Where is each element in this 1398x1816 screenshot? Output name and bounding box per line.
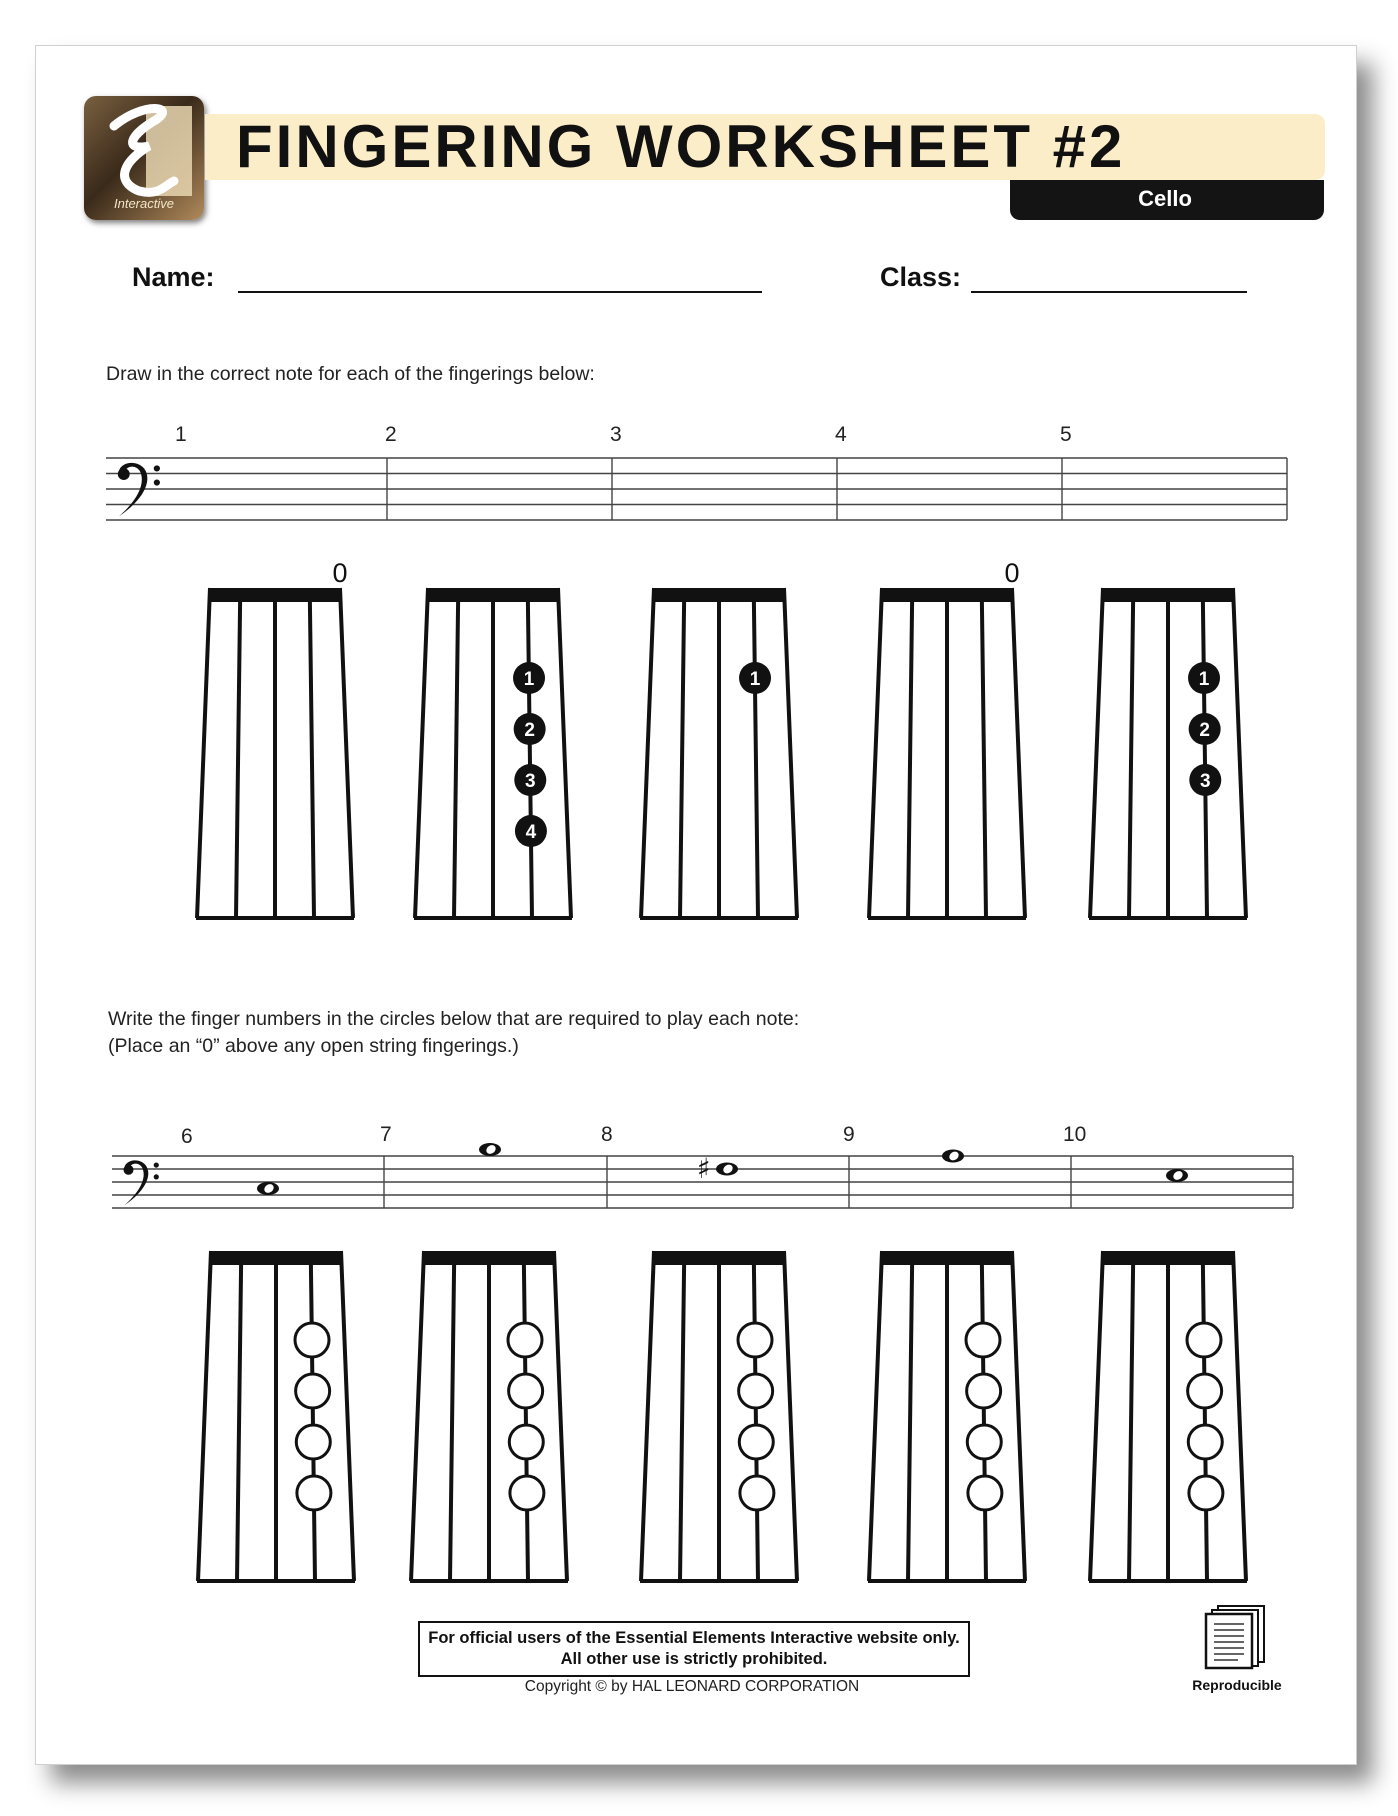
finger-answer-circle[interactable] [1188, 1425, 1222, 1459]
fingerboard-edge [558, 588, 571, 918]
string [528, 602, 532, 918]
string [754, 1265, 758, 1581]
fingerboard-answer-diagram [410, 1251, 568, 1581]
nut [654, 588, 784, 602]
string [310, 602, 314, 918]
finger-answer-circle[interactable] [508, 1323, 542, 1357]
fingerboard-answer-diagram [1089, 1251, 1247, 1581]
string [754, 602, 758, 918]
measure-number: 1 [175, 423, 187, 446]
measure-number: 5 [1060, 423, 1072, 446]
finger-answer-circle[interactable] [297, 1476, 331, 1510]
finger-answer-circle[interactable] [1187, 1323, 1221, 1357]
fingerboard-edge [411, 1251, 424, 1581]
string [450, 1265, 454, 1581]
section2-instruction-line1: Write the finger numbers in the circles below that are required to play each note: [108, 1008, 800, 1030]
finger-answer-circle[interactable] [296, 1425, 330, 1459]
measure-number: 9 [843, 1123, 855, 1146]
finger-answer-circle[interactable] [739, 1425, 773, 1459]
measure-number: 3 [610, 423, 622, 446]
bass-clef-icon [124, 1160, 159, 1205]
finger-number: 3 [524, 771, 536, 792]
string [982, 602, 986, 918]
nut [428, 588, 558, 602]
measure-number: 10 [1063, 1123, 1087, 1146]
fingerboard-edge [641, 1251, 654, 1581]
fingerboard-edge [341, 1251, 354, 1581]
staff-section1 [106, 458, 1287, 520]
whole-note [942, 1150, 964, 1163]
copyright: Copyright © by HAL LEONARD CORPORATION [524, 1678, 860, 1695]
open-string-marker: 0 [1004, 558, 1020, 588]
notice-line-1: For official users of the Essential Elements Interactive website only. [428, 1629, 960, 1647]
fingerboard-answer-diagram [197, 1251, 355, 1581]
fingerboard-edge [554, 1251, 567, 1581]
reproducible-icon [1202, 1604, 1272, 1670]
open-string-marker: 0 [332, 558, 348, 588]
nut [882, 588, 1012, 602]
fingerboard-edge [641, 588, 654, 918]
name-label: Name: [132, 262, 215, 292]
fingerboard-edge [340, 588, 353, 918]
string [454, 602, 458, 918]
whole-note [697, 1152, 738, 1185]
measure-number: 4 [835, 423, 847, 446]
fingerboard-edge [1233, 588, 1246, 918]
string [1203, 602, 1207, 918]
string [680, 1265, 684, 1581]
string [1203, 1265, 1207, 1581]
finger-answer-circle[interactable] [739, 1374, 773, 1408]
nut [424, 1251, 554, 1265]
fingerboard-diagram [414, 588, 572, 918]
worksheet-title: FINGERING WORKSHEET #2 [236, 113, 1126, 180]
finger-number: 2 [1199, 720, 1210, 741]
finger-answer-circle[interactable] [968, 1476, 1002, 1510]
fingerboard-edge [1090, 1251, 1103, 1581]
measure-number: 7 [380, 1123, 392, 1146]
section2-instruction-line2: (Place an “0” above any open string fingerings.) [108, 1035, 519, 1057]
finger-number: 3 [1199, 771, 1211, 792]
sharp-accidental: ♯ [697, 1152, 711, 1185]
finger-answer-circle[interactable] [738, 1323, 772, 1357]
finger-number: 4 [525, 822, 537, 843]
nut [1103, 588, 1233, 602]
string [1129, 1265, 1133, 1581]
reproducible-label: Reproducible [1192, 1677, 1282, 1693]
finger-number: 1 [1198, 669, 1210, 690]
fingerboard-diagram [640, 588, 798, 918]
fingerboard-diagram [868, 558, 1026, 918]
nut [211, 1251, 341, 1265]
fingerboard-edge [415, 588, 428, 918]
string [311, 1265, 315, 1581]
finger-answer-circle[interactable] [966, 1323, 1000, 1357]
measure-number: 6 [181, 1125, 193, 1148]
fingerboard-edge [1012, 588, 1025, 918]
fingerboard-edge [1090, 588, 1103, 918]
string [680, 602, 684, 918]
section1-instruction: Draw in the correct note for each of the fingerings below: [106, 363, 595, 385]
fingerboard-edge [1233, 1251, 1246, 1581]
fingerboard-edge [869, 1251, 882, 1581]
whole-note [1166, 1169, 1188, 1182]
finger-answer-circle[interactable] [509, 1425, 543, 1459]
instrument-label: Cello [1138, 186, 1192, 211]
fingerboard-answer-diagram [868, 1251, 1026, 1581]
finger-number: 2 [524, 720, 535, 741]
finger-answer-circle[interactable] [510, 1476, 544, 1510]
nut [1103, 1251, 1233, 1265]
string [237, 1265, 241, 1581]
whole-note [257, 1182, 279, 1195]
fingerboard-diagram [196, 558, 354, 918]
class-label: Class: [880, 262, 962, 292]
fingerboard-edge [869, 588, 882, 918]
finger-answer-circle[interactable] [509, 1374, 543, 1408]
finger-answer-circle[interactable] [296, 1374, 330, 1408]
finger-answer-circle[interactable] [1188, 1374, 1222, 1408]
measure-number: 8 [601, 1123, 613, 1146]
finger-answer-circle[interactable] [967, 1425, 1001, 1459]
nut [654, 1251, 784, 1265]
string [236, 602, 240, 918]
measure-number: 2 [385, 423, 397, 446]
finger-answer-circle[interactable] [1189, 1476, 1223, 1510]
finger-answer-circle[interactable] [295, 1323, 329, 1357]
string [908, 602, 912, 918]
fingerboard-edge [784, 1251, 797, 1581]
finger-number: 1 [749, 669, 761, 690]
string [908, 1265, 912, 1581]
string [982, 1265, 986, 1581]
fingerboard-edge [197, 588, 210, 918]
whole-note [479, 1143, 501, 1156]
fingerboard-edge [784, 588, 797, 918]
finger-answer-circle[interactable] [967, 1374, 1001, 1408]
string [524, 1265, 528, 1581]
fingerboard-edge [198, 1251, 211, 1581]
notice-line-2: All other use is strictly prohibited. [560, 1650, 828, 1668]
finger-answer-circle[interactable] [740, 1476, 774, 1510]
nut [210, 588, 340, 602]
string [1129, 602, 1133, 918]
fingerboard-answer-diagram [640, 1251, 798, 1581]
nut [882, 1251, 1012, 1265]
fingerboard-edge [1012, 1251, 1025, 1581]
usage-notice-box [418, 1621, 970, 1677]
logo-caption: Interactive [114, 196, 174, 211]
finger-number: 1 [523, 669, 535, 690]
fingerboard-diagram [1089, 588, 1247, 918]
